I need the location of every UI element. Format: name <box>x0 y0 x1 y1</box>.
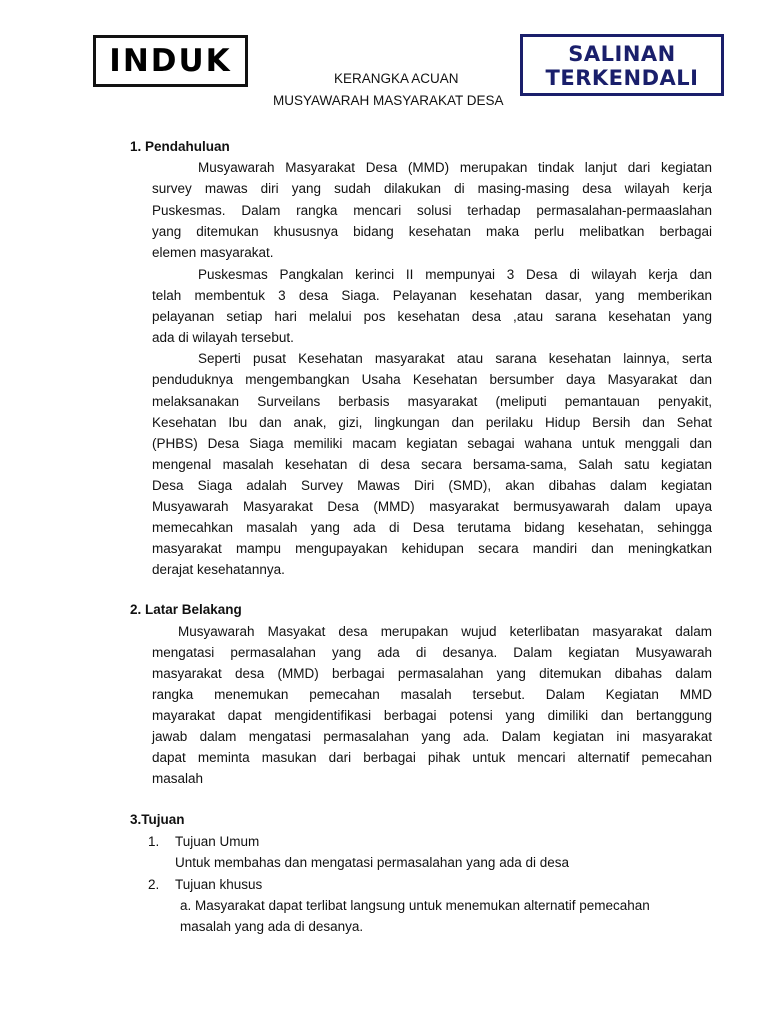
paragraph-line: Musyawarah Masyarakat Desa (MMD) masyarakat bermusyawarah dalam upaya <box>152 499 712 514</box>
paragraph-line: jawab dalam mengatasi permasalahan yang ada. Dalam kegiatan ini masyarakat <box>152 729 712 744</box>
paragraph-line: telah membentuk 3 desa Siaga. Pelayanan kesehatan dasar, yang memberikan <box>152 288 712 303</box>
document-title-line2: MUSYAWARAH MASYARAKAT DESA <box>273 93 504 108</box>
paragraph-line: Musyawarah Masyarakat Desa (MMD) merupakan tindak lanjut dari kegiatan <box>198 160 712 175</box>
paragraph-line: melaksanakan Surveilans berbasis masyarakat (meliputi pemantauan penyakit, <box>152 394 712 409</box>
tujuan-khusus-item-a: a. Masyarakat dapat terlibat langsung untuk menemukan alternatif pemecahan <box>180 898 650 913</box>
paragraph-line: Puskesmas. Dalam rangka mencari solusi terhadap permasalahan-permaaslahan <box>152 203 712 218</box>
document-title-line1: KERANGKA ACUAN <box>334 71 459 86</box>
paragraph-line: Kesehatan Ibu dan anak, gizi, lingkungan dan perilaku Hidup Bersih dan Sehat <box>152 415 712 430</box>
paragraph-line: masyarakat mampu mengupayakan kehidupan secara mandiri dan meningkatkan <box>152 541 712 556</box>
paragraph-line: (PHBS) Desa Siaga memiliki macam kegiatan sebagai wahana untuk menggali dan <box>152 436 712 451</box>
paragraph-line: yang ditemukan khususnya bidang kesehatan maka perlu melibatkan berbagai <box>152 224 712 239</box>
induk-stamp: INDUK <box>93 35 248 87</box>
list-number: 1. <box>148 834 160 849</box>
paragraph-line: mayarakat dapat mengidentifikasi berbagai potensi yang dimiliki dan bertanggung <box>152 708 712 723</box>
paragraph-line: survey mawas diri yang sudah dilakukan di masing-masing desa wilayah kerja <box>152 181 712 196</box>
tujuan-umum-label: Tujuan Umum <box>175 834 260 849</box>
paragraph-line: pelayanan setiap hari melalui pos kesehatan desa ,atau sarana kesehatan yang <box>152 309 712 324</box>
section-heading-pendahuluan: 1. Pendahuluan <box>130 139 230 154</box>
paragraph-line: memecahkan masalah yang ada di Desa terutama bidang kesehatan, sehingga <box>152 520 712 535</box>
paragraph-line: mengenal masalah kesehatan di desa secara bersama-sama, Salah satu kegiatan <box>152 457 712 472</box>
paragraph-line: masyarakat desa (MMD) berbagai permasalahan yang ditemukan dibahas dalam <box>152 666 712 681</box>
paragraph-line: elemen masyarakat. <box>152 245 274 260</box>
paragraph-line: Musyawarah Masyakat desa merupakan wujud keterlibatan masyarakat dalam <box>178 624 712 639</box>
section-heading-latar-belakang: 2. Latar Belakang <box>130 602 242 617</box>
list-number: 2. <box>148 877 160 892</box>
paragraph-line: mengatasi permasalahan yang ada di desanya. Dalam kegiatan Musyawarah <box>152 645 712 660</box>
paragraph-line: penduduknya mengembangkan Usaha Kesehatan bersumber daya Masyarakat dan <box>152 372 712 387</box>
salinan-terkendali-stamp <box>520 34 724 96</box>
tujuan-umum-text: Untuk membahas dan mengatasi permasalahan yang ada di desa <box>175 855 569 870</box>
paragraph-line: Desa Siaga adalah Survey Mawas Diri (SMD), akan dibahas dalam kegiatan <box>152 478 712 493</box>
paragraph-line: dapat meminta masukan dari berbagai pihak untuk mencari alternatif pemecahan <box>152 750 712 765</box>
paragraph-line: derajat kesehatannya. <box>152 562 285 577</box>
tujuan-khusus-label: Tujuan khusus <box>175 877 263 892</box>
paragraph-line: Seperti pusat Kesehatan masyarakat atau sarana kesehatan lainnya, serta <box>198 351 712 366</box>
paragraph-line: masalah <box>152 771 204 786</box>
paragraph-line: Puskesmas Pangkalan kerinci II mempunyai 3 Desa di wilayah kerja dan <box>198 267 712 282</box>
paragraph-line: rangka menemukan pemecahan masalah tersebut. Dalam Kegiatan MMD <box>152 687 712 702</box>
tujuan-khusus-item-a-cont: masalah yang ada di desanya. <box>180 919 364 934</box>
paragraph-line: ada di wilayah tersebut. <box>152 330 294 345</box>
stamp-line-1: SALINAN <box>568 42 676 66</box>
stamp-line-2: TERKENDALI <box>545 66 699 90</box>
section-heading-tujuan: 3.Tujuan <box>130 812 185 827</box>
